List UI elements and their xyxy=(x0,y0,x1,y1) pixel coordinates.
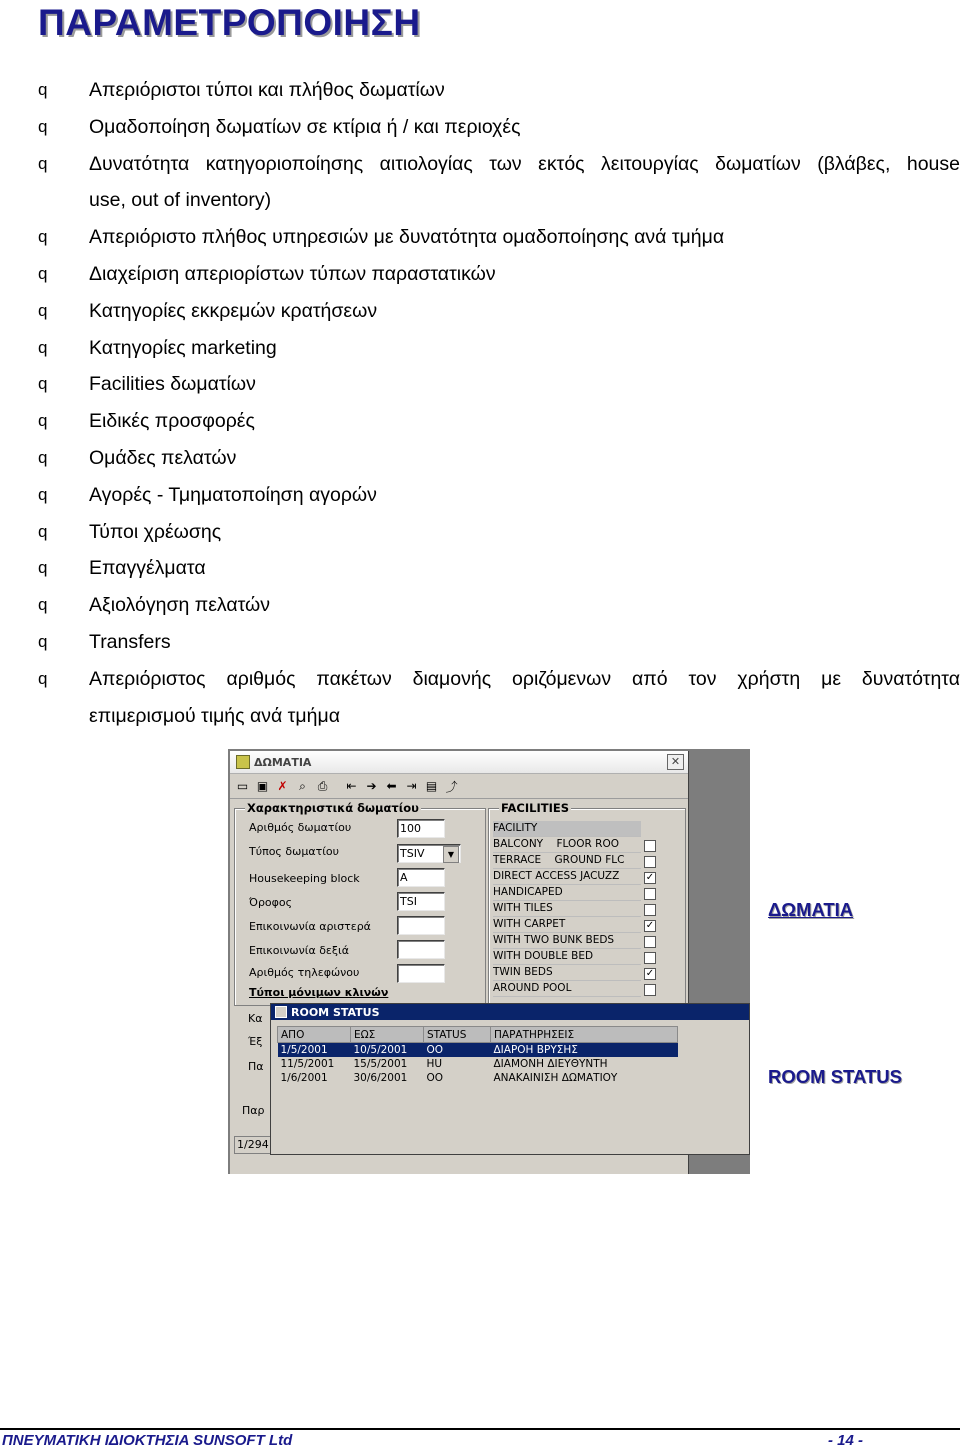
window-title: ΔΩΜΑΤΙΑ xyxy=(254,755,312,769)
save-icon[interactable]: ▣ xyxy=(256,779,269,793)
phone-field[interactable] xyxy=(397,964,445,983)
facility-row[interactable]: WITH TILES xyxy=(493,901,641,917)
table-row[interactable]: 1/5/2001 10/5/2001 OO ΔΙΑΡΟΗ ΒΡΥΣΗΣ xyxy=(278,1043,678,1058)
bullet-icon: q xyxy=(38,300,48,320)
bullet-icon: q xyxy=(38,80,48,99)
list-item: q Transfers xyxy=(0,624,960,661)
left-connection-label: Επικοινωνία αριστερά xyxy=(249,920,371,933)
room-status-caption: ROOM STATUS xyxy=(768,1066,902,1087)
room-number-field[interactable]: 100 xyxy=(397,819,445,838)
bullet-icon: q xyxy=(38,337,48,357)
left-connection-field[interactable] xyxy=(397,916,445,935)
facility-checkbox-checked[interactable]: ✓ xyxy=(645,872,655,883)
facilities-group xyxy=(488,801,686,1006)
bullet-icon: q xyxy=(38,411,48,431)
new-record-icon[interactable]: ▭ xyxy=(236,779,249,793)
column-header-from[interactable]: ΑΠΟ xyxy=(278,1027,351,1043)
room-type-select[interactable]: TSIV ▼ xyxy=(397,844,461,863)
first-record-icon[interactable]: ⇤ xyxy=(346,779,357,793)
room-details-group xyxy=(234,801,486,1006)
facility-row[interactable]: TERRACE GROUND FLC xyxy=(493,853,641,869)
truncated-label: Πα xyxy=(248,1060,264,1073)
facility-row[interactable]: TWIN BEDS xyxy=(493,965,641,981)
floor-field[interactable]: TSI xyxy=(397,892,445,911)
app-icon xyxy=(236,755,250,769)
list-item: q Απεριόριστος αριθμός πακέτων διαμονής οριζόμενων από τον χρήστη με δυνατότητα επιμερισμού τιμής ανά τμήμα xyxy=(0,661,960,735)
bullet-icon: q xyxy=(38,153,48,173)
room-status-title: ROOM STATUS xyxy=(291,1005,380,1019)
facility-row[interactable]: AROUND POOL xyxy=(493,981,641,997)
facility-checkbox[interactable] xyxy=(644,840,656,852)
truncated-label: Έξ xyxy=(248,1035,263,1048)
feature-list xyxy=(0,72,960,734)
facilities-header: FACILITY xyxy=(493,821,641,837)
list-item: q Κατηγορίες εκκρεμών κρατήσεων xyxy=(0,293,960,330)
facility-checkbox[interactable] xyxy=(644,952,656,964)
phone-label: Αριθμός τηλεφώνου xyxy=(249,966,360,979)
column-header-to[interactable]: ΕΩΣ xyxy=(351,1027,424,1043)
list-item: q Αξιολόγηση πελατών xyxy=(0,587,960,624)
facility-row[interactable]: WITH DOUBLE BED xyxy=(493,949,641,965)
bullet-icon: q xyxy=(38,227,48,247)
bullet-icon: q xyxy=(38,631,48,651)
table-row[interactable]: 1/6/2001 30/6/2001 OO ΑΝΑΚΑΙΝΙΣΗ ΔΩΜΑΤΙΟΥ xyxy=(280,1072,618,1084)
list-item: q Απεριόριστοι τύποι και πλήθος δωματίων xyxy=(0,72,960,109)
page-number: - 14 - xyxy=(828,1432,864,1449)
rooms-screenshot xyxy=(228,749,750,1174)
facility-row[interactable]: HANDICAPED xyxy=(493,885,641,901)
room-details-title: Χαρακτηριστικά δωματίου xyxy=(247,801,419,815)
facility-row[interactable]: WITH CARPET xyxy=(493,917,641,933)
list-item: q Ειδικές προσφορές xyxy=(0,403,960,440)
search-icon[interactable]: ⌕ xyxy=(299,778,306,793)
truncated-label: Κα xyxy=(248,1012,263,1025)
facility-row[interactable]: WITH TWO BUNK BEDS xyxy=(493,933,641,949)
bullet-icon: q xyxy=(38,374,48,394)
facility-checkbox[interactable] xyxy=(644,888,656,900)
facility-checkbox[interactable] xyxy=(644,936,656,948)
list-item: q Δυνατότητα κατηγοριοποίησης αιτιολογίας των εκτός λειτουργίας δωματίων (βλάβες, house use, out of inventory) xyxy=(0,146,960,220)
page-title: ΠΑΡΑΜΕΤΡΟΠΟΙΗΣΗ xyxy=(38,2,421,43)
bullet-icon: q xyxy=(38,558,48,578)
window-titlebar xyxy=(230,751,688,774)
bullet-icon: q xyxy=(38,116,48,136)
column-header-notes[interactable]: ΠΑΡΑΤΗΡΗΣΕΙΣ xyxy=(491,1027,678,1043)
facility-checkbox[interactable] xyxy=(644,904,656,916)
rooms-caption: ΔΩΜΑΤΙΑ xyxy=(768,899,854,920)
list-item: q Τύποι χρέωσης xyxy=(0,514,960,551)
list-item: q Facilities δωματίων xyxy=(0,366,960,403)
bullet-icon: q xyxy=(38,484,48,504)
toolbar-separator xyxy=(334,778,340,795)
list-item: q Αγορές - Τμηματοποίηση αγορών xyxy=(0,477,960,514)
record-counter: 1/294 xyxy=(234,1136,272,1154)
room-number-label: Αριθμός δωματίου xyxy=(249,821,352,834)
bed-types-label: Τύποι μόνιμων κλινών xyxy=(249,986,389,999)
truncated-label: Παρ xyxy=(242,1104,265,1117)
right-connection-field[interactable] xyxy=(397,940,445,959)
column-header-status[interactable]: STATUS xyxy=(424,1027,491,1043)
bullet-icon: q xyxy=(38,521,48,541)
copyright-text: ΠΝΕΥΜΑΤΙΚΗ ΙΔΙΟΚΤΗΣΙΑ SUNSOFT Ltd xyxy=(2,1432,293,1449)
bullet-icon: q xyxy=(38,668,48,688)
close-button[interactable]: ✕ xyxy=(667,754,684,770)
facility-row[interactable]: BALCONY FLOOR ROO xyxy=(493,837,641,853)
room-status-table xyxy=(277,1026,678,1085)
list-item: q Επαγγέλματα xyxy=(0,550,960,587)
list-item: q Ομαδοποίηση δωματίων σε κτίρια ή / και περιοχές xyxy=(0,109,960,146)
housekeeping-label: Housekeeping block xyxy=(249,872,360,885)
facility-checkbox-checked[interactable]: ✓ xyxy=(645,968,655,979)
facilities-title: FACILITIES xyxy=(501,801,570,815)
room-status-window xyxy=(270,1003,750,1155)
facility-checkbox-checked[interactable]: ✓ xyxy=(645,920,655,931)
list-item: q Κατηγορίες marketing xyxy=(0,330,960,367)
bullet-icon: q xyxy=(38,595,48,615)
bullet-icon: q xyxy=(38,263,48,283)
page-footer xyxy=(0,1428,960,1452)
facility-checkbox[interactable] xyxy=(644,856,656,868)
room-type-label: Τύπος δωματίου xyxy=(249,845,340,858)
last-record-icon[interactable]: ⇥ xyxy=(406,779,417,793)
list-item: q Ομάδες πελατών xyxy=(0,440,960,477)
list-icon[interactable]: ▤ xyxy=(425,779,438,793)
facility-checkbox[interactable] xyxy=(644,984,656,996)
right-connection-label: Επικοινωνία δεξιά xyxy=(249,944,349,957)
list-item: q Διαχείριση απεριορίστων τύπων παραστατικών xyxy=(0,256,960,293)
housekeeping-field[interactable]: A xyxy=(397,868,445,887)
chevron-down-icon[interactable]: ▼ xyxy=(443,846,459,863)
next-record-icon[interactable]: ➔ xyxy=(366,779,377,793)
list-item: q Απεριόριστο πλήθος υπηρεσιών με δυνατότητα ομαδοποίησης ανά τμήμα xyxy=(0,219,960,256)
exit-icon[interactable]: ⤴ xyxy=(445,779,458,794)
bullet-icon: q xyxy=(38,447,48,467)
rooms-window xyxy=(230,751,689,1174)
delete-icon[interactable]: ✗ xyxy=(277,779,288,793)
print-icon[interactable]: ⎙ xyxy=(317,778,328,793)
room-status-titlebar xyxy=(271,1004,749,1020)
toolbar xyxy=(230,774,688,799)
previous-record-icon[interactable]: ⬅ xyxy=(386,779,397,793)
table-row[interactable]: 11/5/2001 15/5/2001 HU ΔΙΑΜΟΝΗ ΔΙΕΥΘΥΝΤΗ xyxy=(280,1058,608,1070)
floor-label: Όροφος xyxy=(249,896,293,909)
facility-row[interactable]: DIRECT ACCESS JACUZZ xyxy=(493,869,641,885)
app-icon xyxy=(275,1006,287,1018)
